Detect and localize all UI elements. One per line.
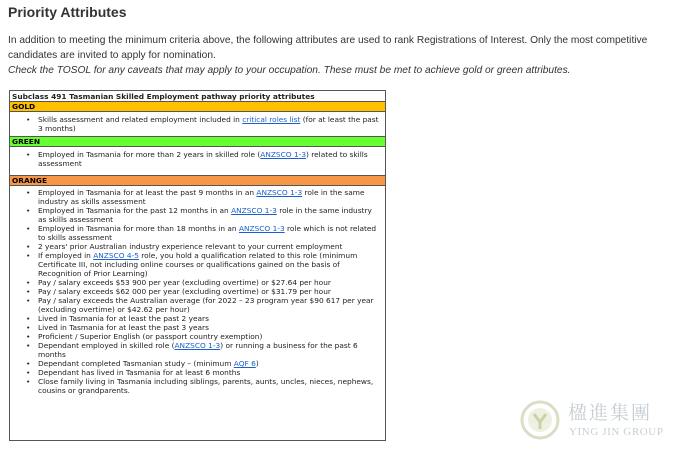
- attribute-text: ): [255, 359, 259, 368]
- logo-chinese-name: 楹進集團: [568, 402, 653, 424]
- attribute-text: Employed in Tasmania for at least the past 9 months in an: [38, 188, 257, 197]
- orange-band: ORANGE: [10, 176, 385, 186]
- tosol-caveat-text: Check the TOSOL for any caveats that may apply to your occupation. These must be met to achieve gold or green attributes.: [8, 65, 571, 76]
- intro-section: [8, 33, 676, 78]
- gold-list: [10, 112, 385, 136]
- green-section: [10, 147, 385, 176]
- orange-section: [10, 186, 385, 397]
- attribute-text: Employed in Tasmania for the past 12 months in an: [38, 206, 232, 215]
- attribute-text: ) related to skills assessment: [38, 150, 368, 168]
- attribute-text: role in the same industry as skills assessment: [38, 206, 372, 224]
- attribute-text: Proficient / Superior English (or passport country exemption): [38, 332, 263, 341]
- attribute-item: [38, 278, 381, 287]
- logo-english-name: YING JIN GROUP: [569, 426, 664, 438]
- attribute-text: Skills assessment and related employment included in: [38, 115, 243, 124]
- table-title: Subclass 491 Tasmanian Skilled Employment pathway priority attributes: [10, 91, 385, 102]
- attribute-link[interactable]: ANZSCO 1-3: [260, 150, 307, 159]
- attribute-item: [38, 368, 381, 377]
- attribute-item: [38, 341, 381, 359]
- attribute-text: Dependant has lived in Tasmania for at least 6 months: [38, 368, 241, 377]
- attribute-text: Pay / salary exceeds $53 900 per year (excluding overtime) or $27.64 per hour: [38, 278, 331, 287]
- attribute-link[interactable]: ANZSCO 1-3: [256, 188, 303, 197]
- attribute-item: [38, 150, 381, 168]
- attribute-link[interactable]: critical roles list: [242, 115, 301, 124]
- attribute-item: [38, 224, 381, 242]
- attribute-text: Employed in Tasmania for more than 2 years in skilled role (: [38, 150, 261, 159]
- attribute-text: Pay / salary exceeds $62 000 per year (excluding overtime) or $31.79 per hour: [38, 287, 331, 296]
- attribute-text: 2 years' prior Australian industry experience relevant to your current employment: [38, 242, 343, 251]
- green-list: [10, 147, 385, 175]
- page-heading: Priority Attributes: [8, 4, 127, 20]
- attribute-item: [38, 377, 381, 395]
- attribute-text: Dependant completed Tasmanian study – (minimum: [38, 359, 234, 368]
- intro-text: In addition to meeting the minimum criteria above, the following attributes are used to rank Registrations of Interest. Only the most competitive candidates are invited to apply for nomination.: [8, 35, 648, 61]
- attribute-text: ) or running a business for the past 6 months: [38, 341, 358, 359]
- attribute-text: Lived in Tasmania for at least the past 2 years: [38, 314, 209, 323]
- attribute-text: Lived in Tasmania for at least the past 3 years: [38, 323, 209, 332]
- attribute-text: If employed in: [38, 251, 94, 260]
- ying-jin-logo-icon: [520, 400, 560, 440]
- attribute-item: [38, 206, 381, 224]
- attribute-item: [38, 314, 381, 323]
- attribute-item: [38, 323, 381, 332]
- attribute-link[interactable]: ANZSCO 1-3: [238, 224, 285, 233]
- attribute-text: role, you hold a qualification related to this role (minimum Certificate III, not including online courses or qualifications gained on the basis of Recognition of Prior Learning): [38, 251, 358, 278]
- orange-list: [10, 186, 385, 397]
- attribute-item: [38, 242, 381, 251]
- gold-band: GOLD: [10, 102, 385, 112]
- attribute-item: [38, 359, 381, 368]
- attribute-text: role which is not related to skills assessment: [38, 224, 377, 242]
- attribute-item: [38, 188, 381, 206]
- attribute-text: Employed in Tasmania for more than 18 months in an: [38, 224, 239, 233]
- attribute-item: [38, 115, 381, 133]
- attribute-text: Close family living in Tasmania including siblings, parents, aunts, uncles, nieces, nephews, cousins or grandparents.: [38, 377, 374, 395]
- attribute-link[interactable]: AQF 6: [233, 359, 256, 368]
- attribute-item: [38, 296, 381, 314]
- attribute-link[interactable]: ANZSCO 1-3: [231, 206, 277, 215]
- priority-attributes-table: [9, 90, 386, 441]
- attribute-text: (for at least the past 3 months): [38, 115, 379, 133]
- attribute-item: [38, 287, 381, 296]
- attribute-link[interactable]: ANZSCO 1-3: [174, 341, 221, 350]
- attribute-text: Dependant employed in skilled role (: [38, 341, 175, 350]
- attribute-text: role in the same industry as skills assessment: [38, 188, 365, 206]
- green-band: GREEN: [10, 137, 385, 147]
- attribute-link[interactable]: ANZSCO 4-5: [93, 251, 139, 260]
- attribute-text: Pay / salary exceeds the Australian average (for 2022 – 23 program year $90 617 per year (excluding overtime) or $42.62 per hour): [38, 296, 374, 314]
- gold-section: [10, 112, 385, 137]
- attribute-item: [38, 251, 381, 278]
- attribute-item: [38, 332, 381, 341]
